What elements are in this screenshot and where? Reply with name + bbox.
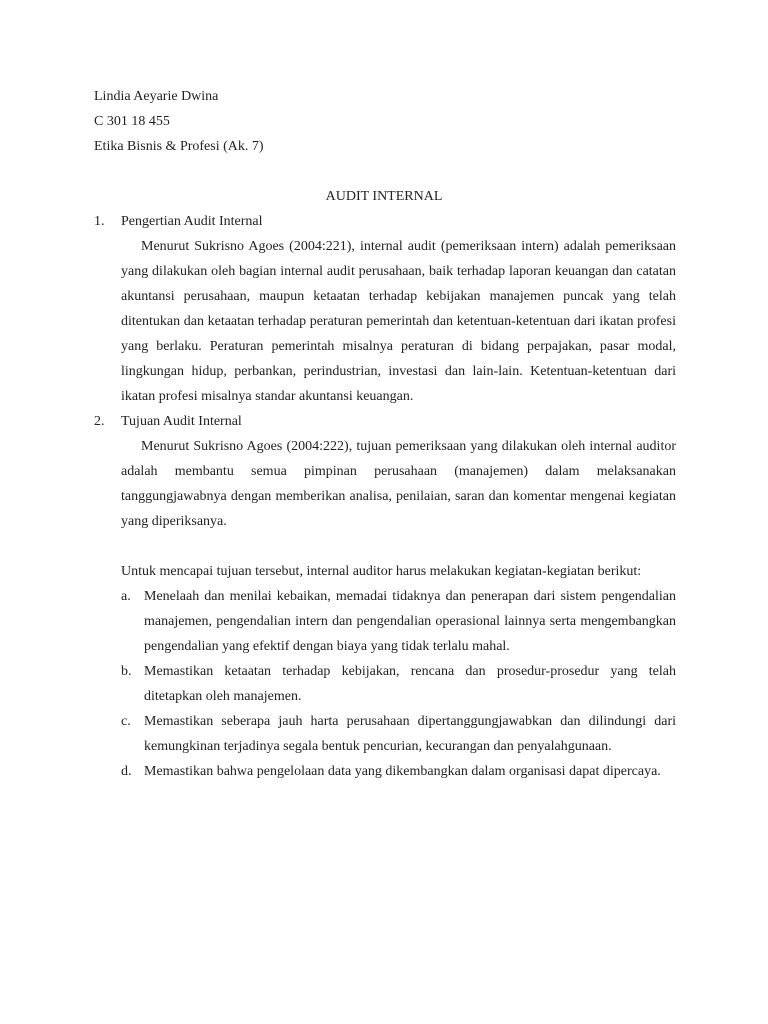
section-paragraph: Menurut Sukrisno Agoes (2004:221), internal audit (pemeriksaan intern) adalah pemeriksaan yang dilakukan oleh bagian internal audit perusahaan, baik terhadap laporan keuangan dan catatan akuntansi perusahaan, maupun ketaatan terhadap kebijakan manajemen puncak yang telah ditentukan dan ketaatan terhadap peraturan pemerintah dan ketentuan-ketentuan dari ikatan profesi yang berlaku. Peraturan pemerintah misalnya peraturan di bidang perpajakan, pasar modal, lingkungan hidup, perbankan, perindustrian, investasi dan lain-lain. Ketentuan-ketentuan dari ikatan profesi misalnya standar akuntansi keuangan.	[121, 239, 676, 404]
list-item-letter: b.	[121, 664, 132, 679]
document-title: AUDIT INTERNAL	[325, 189, 443, 204]
section-number: 1.	[94, 214, 105, 229]
list-item	[121, 759, 676, 784]
section-number: 2.	[94, 414, 105, 429]
list-item-text: Memastikan ketaatan terhadap kebijakan, rencana dan prosedur-prosedur yang telah ditetapkan oleh manajemen.	[144, 664, 676, 704]
document-body	[94, 209, 676, 784]
section-tujuan	[94, 409, 676, 784]
list-item-text: Memastikan seberapa jauh harta perusahaan dipertanggungjawabkan dan dilindungi dari kemungkinan terjadinya segala bentuk pencurian, kecurangan dan penyalahgunaan.	[144, 714, 676, 754]
author-name: Lindia Aeyarie Dwina	[94, 89, 219, 104]
list-item-letter: a.	[121, 589, 131, 604]
list-item	[121, 584, 676, 659]
list-item-letter: c.	[121, 714, 131, 729]
course-name: Etika Bisnis & Profesi (Ak. 7)	[94, 139, 264, 154]
activity-list	[121, 584, 676, 784]
section-paragraph: Menurut Sukrisno Agoes (2004:222), tujuan pemeriksaan yang dilakukan oleh internal auditor adalah membantu semua pimpinan perusahaan (manajemen) dalam melaksanakan tanggungjawabnya dengan memberikan analisa, penilaian, saran dan komentar mengenai kegiatan yang diperiksanya.	[121, 439, 676, 529]
section-title: Pengertian Audit Internal	[121, 214, 263, 229]
document-header	[94, 84, 674, 159]
list-item-text: Memastikan bahwa pengelolaan data yang dikembangkan dalam organisasi dapat dipercaya.	[144, 764, 661, 779]
list-item-letter: d.	[121, 764, 132, 779]
list-item	[121, 709, 676, 759]
section-heading	[94, 209, 676, 234]
student-id: C 301 18 455	[94, 114, 170, 129]
section-paragraph-2: Untuk mencapai tujuan tersebut, internal auditor harus melakukan kegiatan-kegiatan berikut:	[121, 564, 642, 579]
section-heading	[94, 409, 676, 434]
list-item-text: Menelaah dan menilai kebaikan, memadai tidaknya dan penerapan dari sistem pengendalian manajemen, pengendalian intern dan pengendalian operasional lainnya serta mengembangkan pengendalian yang efektif dengan biaya yang tidak terlalu mahal.	[144, 589, 676, 654]
section-pengertian	[94, 209, 676, 409]
list-item	[121, 659, 676, 709]
section-title: Tujuan Audit Internal	[121, 414, 242, 429]
